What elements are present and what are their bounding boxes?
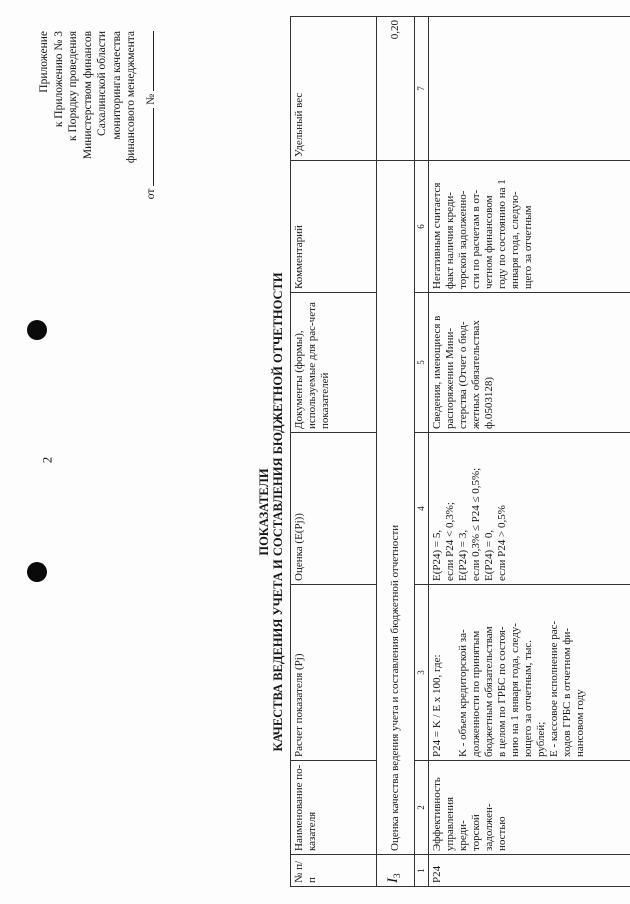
text-line: E(P24) = 3, — [457, 529, 469, 581]
text-line: сти по расчетам в от- — [470, 189, 482, 289]
column-number-row — [415, 17, 429, 887]
appendix-block — [37, 31, 158, 199]
text-line: E - кассовое исполнение рас- — [548, 620, 560, 757]
text-line: нансовом году — [574, 689, 586, 757]
text-line: Сведения, имеющиеся в — [431, 315, 443, 429]
page-number: 2 — [39, 456, 55, 464]
table-row — [429, 17, 630, 887]
text-line: бюджетным обязательствам — [483, 626, 495, 757]
text-line: управления креди- — [444, 796, 469, 851]
date-blank — [143, 108, 154, 186]
text-line: в целом по ГРБС по состоя- — [496, 626, 508, 757]
comment-cell — [429, 161, 630, 293]
text-line: факт наличия креди- — [444, 192, 456, 289]
group-code-subscript: 3 — [392, 873, 403, 878]
column-number: 2 — [415, 761, 429, 855]
text-line: рублей; — [535, 721, 547, 757]
text-line: нию на 1 января года, следу- — [509, 623, 521, 757]
number-prefix: № — [144, 93, 157, 105]
text-line: ф.0503128) — [483, 376, 495, 429]
column-number: 7 — [415, 17, 429, 161]
header-cell: Наименование по-казателя — [291, 761, 377, 855]
appendix-line: Министерством финансов — [81, 31, 94, 160]
document-heading — [257, 197, 285, 827]
text-line: E(P24) = 0, — [483, 529, 495, 581]
text-line: ностью — [496, 816, 508, 851]
appendix-line: мониторинга качества — [110, 31, 123, 140]
text-line: Эффективность — [431, 777, 443, 851]
indicators-table — [290, 16, 630, 887]
column-number: 6 — [415, 161, 429, 293]
text-line: торской задолженно- — [457, 190, 469, 289]
text-line: K - объем кредиторской за- — [457, 629, 469, 757]
appendix-line: финансового менеджмента — [125, 31, 137, 164]
assessment-cell — [429, 433, 630, 585]
column-number: 4 — [415, 433, 429, 585]
text-line: если P24 < 0,3%; — [444, 502, 456, 581]
row-weight-cell — [429, 17, 630, 161]
row-number-cell: P24 — [429, 855, 630, 887]
text-line: четном финансовом — [483, 195, 495, 289]
date-prefix: от — [144, 188, 157, 200]
text-line: P24 = K / E x 100, где: — [431, 654, 443, 757]
column-number: 5 — [415, 293, 429, 433]
text-line: если P24 > 0,5% — [496, 505, 508, 581]
text-line: торской задолжен- — [470, 803, 495, 851]
appendix-line: Сахалинской области — [96, 31, 108, 136]
text-line: января года, следую- — [509, 191, 521, 289]
text-line: если 0,3% ≤ P24 ≤ 0,5%; — [470, 467, 482, 581]
text-line — [444, 588, 457, 757]
header-cell: Комментарий — [291, 161, 377, 293]
text-line: ющего за отчетным, тыс. — [522, 640, 534, 757]
table-group-row — [377, 17, 415, 887]
group-weight-cell: 0,20 — [377, 17, 415, 161]
indicator-name-cell — [429, 761, 630, 855]
text-line: Негативным считается — [431, 182, 443, 289]
appendix-line: Приложение — [38, 31, 50, 93]
text-line: стерства (Отчет о бюд- — [457, 321, 469, 429]
table-header-row — [291, 17, 377, 887]
text-line: E(P24) = 5, — [431, 529, 443, 581]
documents-cell — [429, 293, 630, 433]
heading-title: ПОКАЗАТЕЛИ — [257, 468, 271, 556]
group-code-cell — [377, 855, 415, 887]
header-cell: Документы (формы), используемые для рас-чета показателей — [291, 293, 377, 433]
appendix-date-line — [143, 31, 159, 199]
heading-subtitle: КАЧЕСТВА ВЕДЕНИЯ УЧЕТА И СОСТАВЛЕНИЯ БЮДЖЕТНОЙ ОТЧЕТНОСТИ — [271, 272, 285, 752]
column-number: 3 — [415, 585, 429, 761]
text-line: распоряжении Мини- — [444, 327, 456, 429]
group-code: I — [384, 878, 401, 883]
appendix-line: к Приложению № 3 — [52, 31, 65, 128]
header-cell: № п/п — [291, 855, 377, 887]
text-line: ходов ГРБС в отчетном фи- — [561, 627, 573, 757]
header-cell: Оценка (E(Pj)) — [291, 433, 377, 585]
header-cell: Удельный вес — [291, 17, 377, 161]
column-number: 1 — [415, 855, 429, 887]
text-line: году по состоянию на 1 — [496, 179, 508, 289]
appendix-line: к Порядку проведения — [67, 31, 79, 141]
text-line: щего за отчетным — [522, 205, 534, 289]
calculation-cell — [429, 585, 630, 761]
text-line: жетных обязательствах — [470, 320, 482, 429]
text-line: долженности по принятым — [470, 630, 482, 757]
header-cell: Расчет показателя (Pj) — [291, 585, 377, 761]
group-title-cell: Оценка качества ведения учета и составления бюджетной отчетности — [377, 161, 415, 855]
rotated-page-content — [25, 17, 585, 887]
number-blank — [143, 31, 154, 91]
